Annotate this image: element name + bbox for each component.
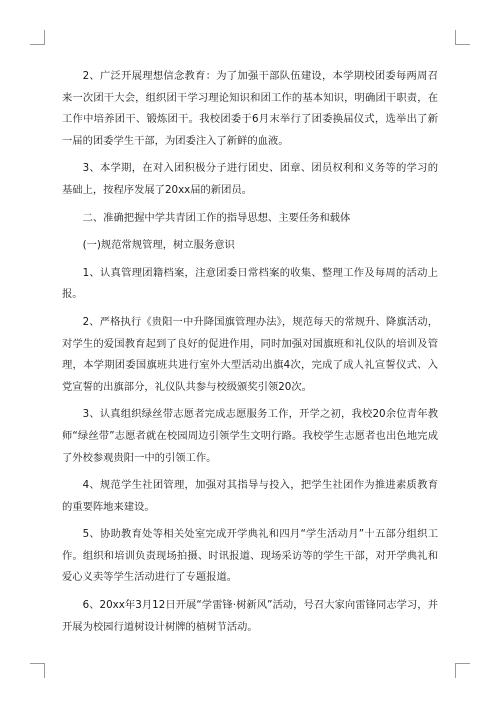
crop-mark-top-right	[455, 30, 470, 45]
document-body	[62, 66, 438, 644]
paragraph-new-members: 3、本学期，在对入团积极分子进行团史、团章、团员权利和义务等的学习的基础上，按程序发展了20xx届的新团员。	[62, 162, 438, 196]
section-heading-guidance: 二、准确把握中学共青团工作的指导思想、主要任务和载体	[82, 211, 351, 224]
crop-mark-top-left	[30, 30, 45, 45]
crop-mark-bottom-left	[30, 663, 45, 678]
paragraph-lei-feng-day: 6、20xx年3月12日开展“学雷锋·树新风”活动，号召大家向雷锋同志学习，并开展为校园行道树设计树牌的植树节活动。	[62, 599, 438, 633]
paragraph-student-clubs: 4、规范学生社团管理，加强对其指导与投入，把学生社团作为推进素质教育的重要阵地来建设。	[62, 479, 438, 513]
paragraph-cadre-training: 2、广泛开展理想信念教育：为了加强干部队伍建设，本学期校团委每两周召来一次团干大会，组织团干学习理论知识和团工作的基本知识，明确团干职责，在工作中培养团干、锻炼团干。我校团委于6月末举行了团委换届仪式，选举出了新一届的团委学生干部，为团委注入了新鲜的血液。	[62, 70, 438, 147]
paragraph-activity-month: 5、协助教育处等相关处室完成开学典礼和四月“学生活动月”十五部分组织工作。组织和培训负责现场拍摄、时讯报道、现场采访等的学生干部，对开学典礼和爱心义卖等学生活动进行了专题报道。	[62, 528, 438, 584]
paragraph-volunteers: 3、认真组织绿丝带志愿者完成志愿服务工作，开学之初，我校20余位青年教师“绿丝带”志愿者就在校园周边引领学生文明行路。我校学生志愿者也出色地完成了外校参观贵阳一中的引领工作。	[62, 408, 438, 464]
paragraph-archives: 1、认真管理团籍档案，注意团委日常档案的收集、整理工作及每周的活动上报。	[62, 266, 438, 301]
paragraph-flag-management: 2、严格执行《贵阳一中升降国旗管理办法》，规范每天的常规升、降旗活动，对学生的爱国教育起到了良好的促进作用，同时加强对国旗班和礼仪队的培训及管理，本学期团委国旗班共进行室外大型活动出旗4次，完成了成人礼宣誓仪式、入党宣誓的出旗部分，礼仪队共参与校级颁奖引领20次。	[62, 315, 438, 393]
crop-mark-bottom-right	[455, 663, 470, 678]
subsection-heading-routine-management: (一)规范常规管理，树立服务意识	[82, 239, 235, 252]
